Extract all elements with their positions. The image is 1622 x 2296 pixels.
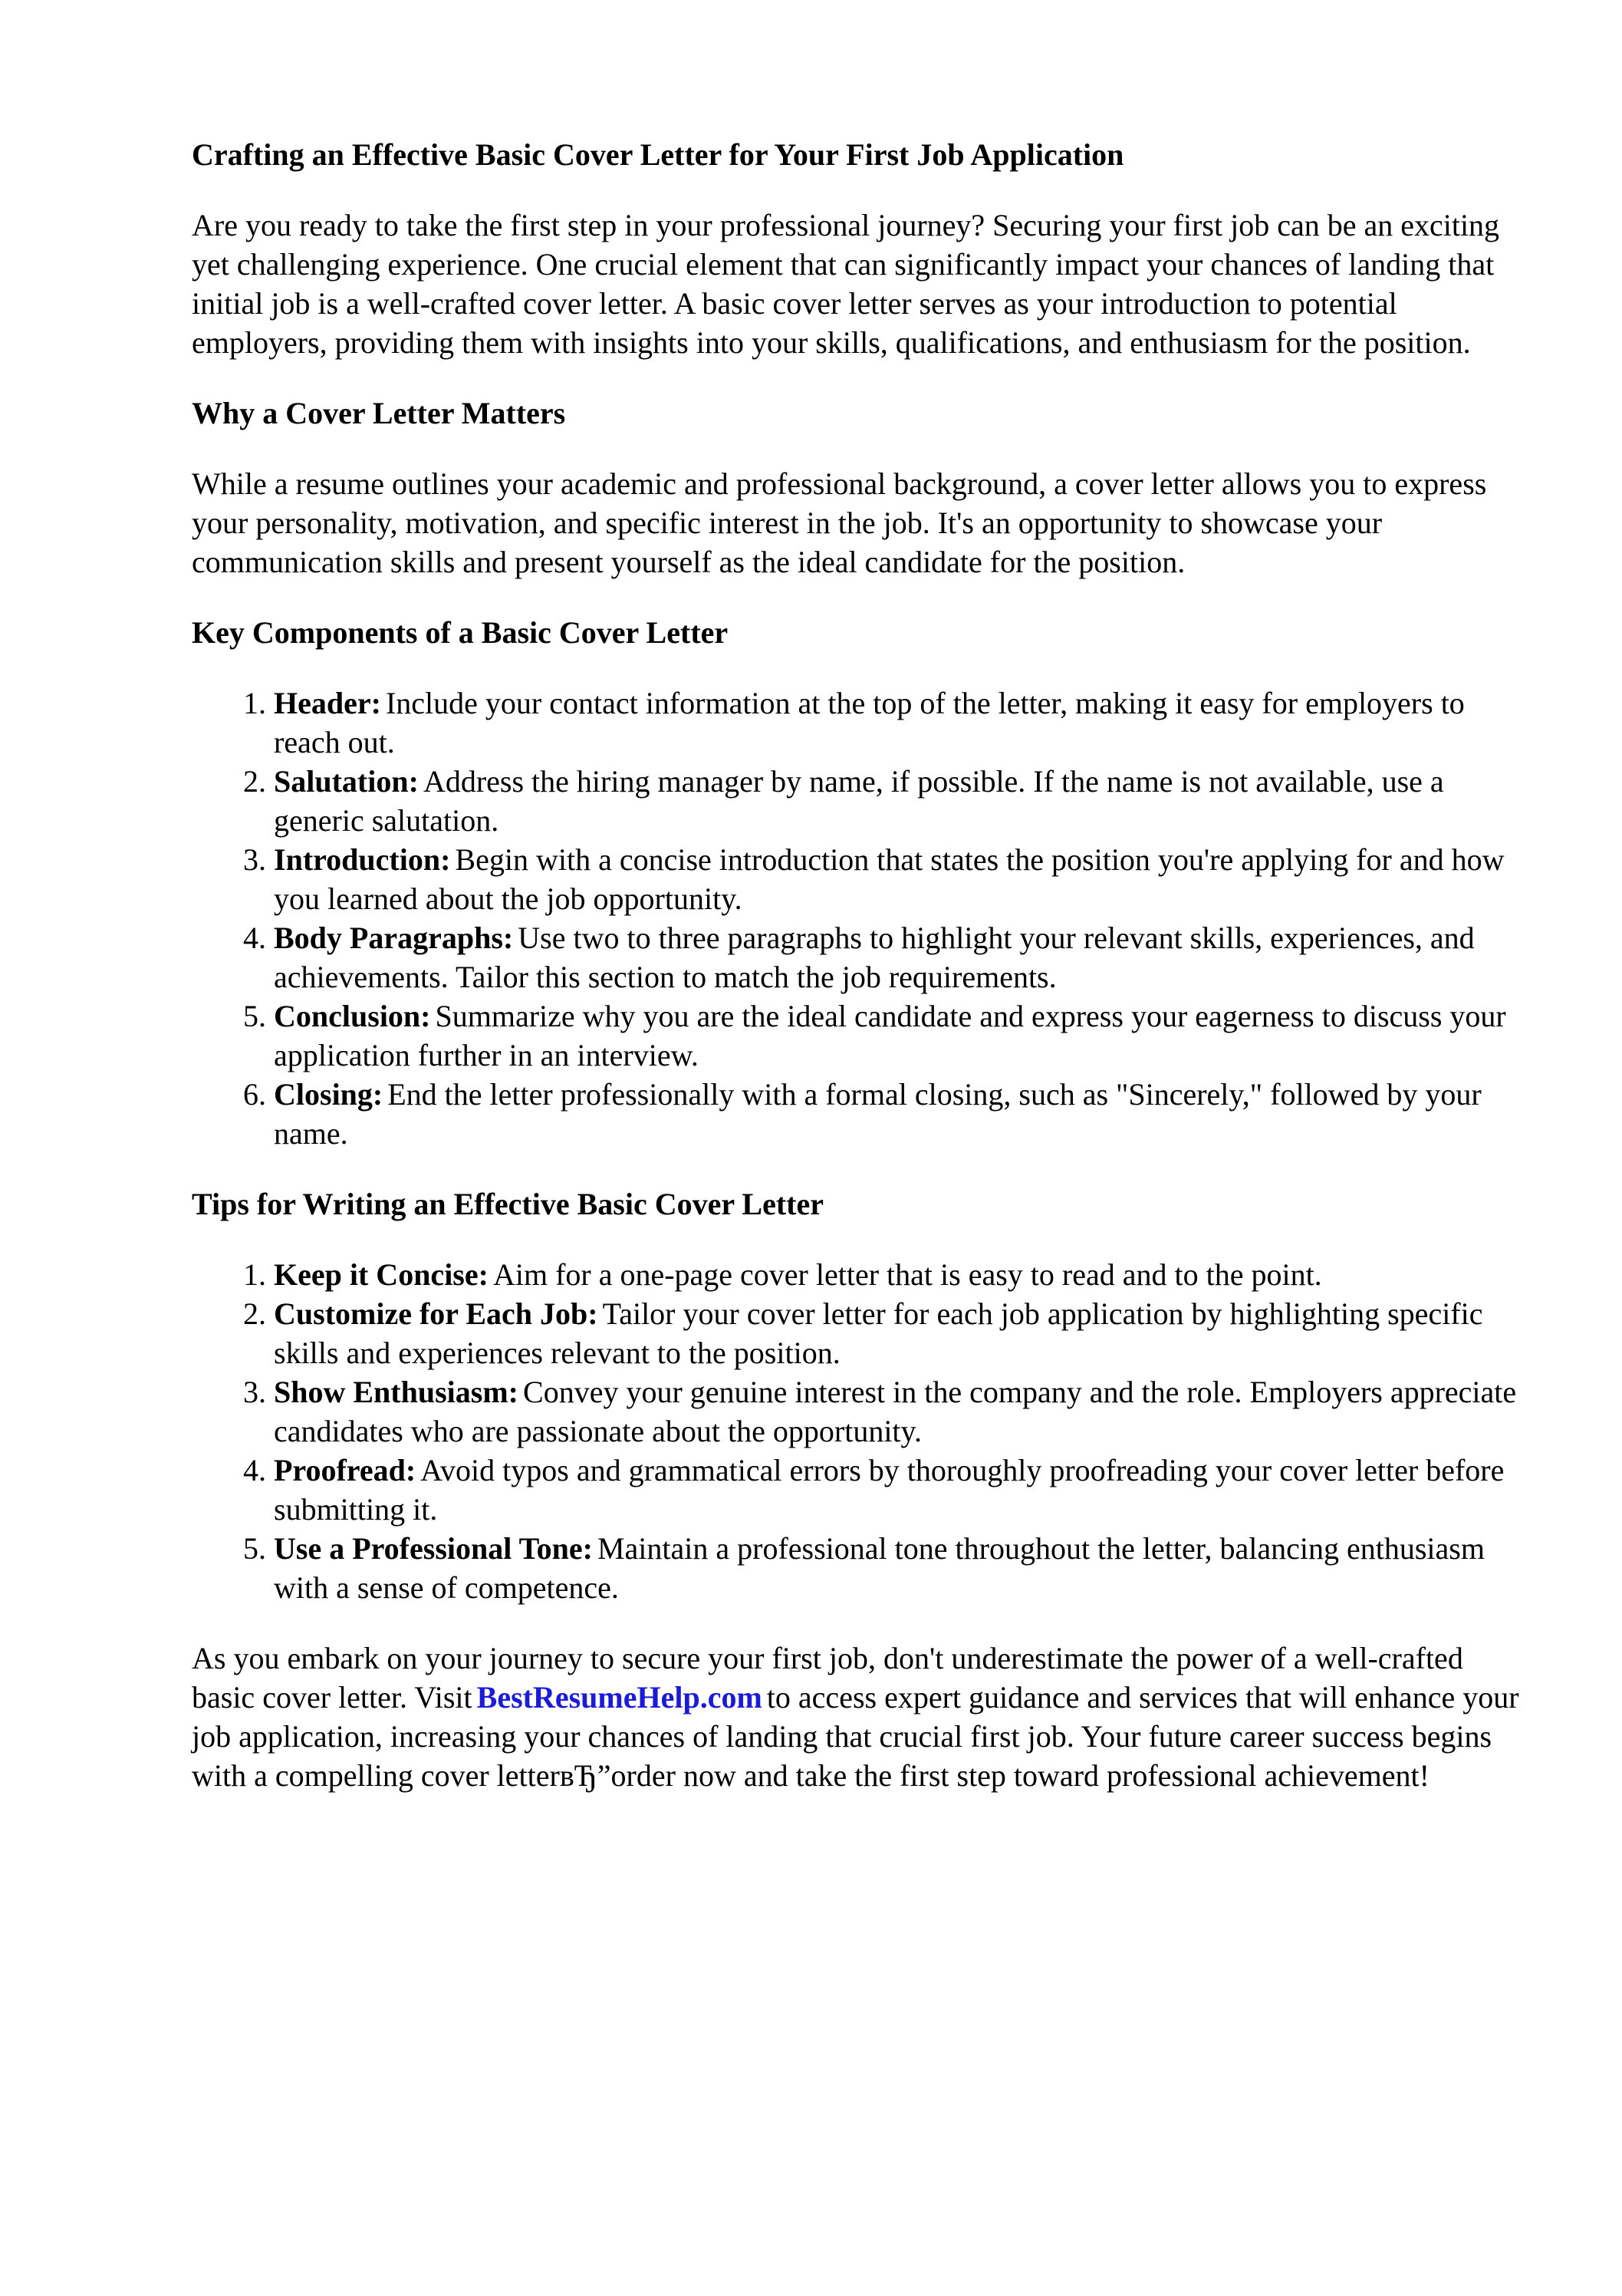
list-item-term: Body Paragraphs: (274, 921, 514, 955)
document-title: Crafting an Effective Basic Cover Letter for Your First Job Application (192, 137, 1124, 172)
list-item-text: Address the hiring manager by name, if possible. If the name is not available, use a generic salutation. (274, 764, 1444, 838)
list-item (274, 762, 1526, 840)
list-item-text: Include your contact information at the top of the letter, making it easy for employers to reach out. (274, 686, 1465, 759)
list-item-term: Keep it Concise: (274, 1257, 489, 1292)
why-paragraph: While a resume outlines your academic and professional background, a cover letter allows you to express your personality, motivation, and specific interest in the job. It's an opportunity to showcase your communication skills and present yourself as the ideal candidate for the position. (192, 466, 1487, 579)
document-page (192, 135, 1526, 1827)
list-item-text: Summarize why you are the ideal candidate and express your eagerness to discuss your application further in an interview. (274, 999, 1506, 1072)
list-item-term: Header: (274, 686, 381, 720)
list-item-term: Proofread: (274, 1453, 416, 1487)
list-item-text: Begin with a concise introduction that states the position you're applying for and how you learned about the job opportunity. (274, 842, 1505, 916)
components-list (192, 684, 1526, 1153)
components-heading: Key Components of a Basic Cover Letter (192, 615, 729, 650)
list-item (274, 684, 1526, 762)
list-item (274, 840, 1526, 918)
list-item-term: Salutation: (274, 764, 419, 799)
closing-text-after: to access expert guidance and services that will enhance your job application, increasing your chances of landing that crucial first job. Your future career success begins with a compelling cover letterвЂ”order now and take the first step toward professional achievement! (192, 1680, 1519, 1793)
list-item-term: Introduction: (274, 842, 451, 877)
list-item-text: Convey your genuine interest in the company and the role. Employers appreciate candidates who are passionate about the opportunity. (274, 1375, 1517, 1448)
list-item-text: Tailor your cover letter for each job application by highlighting specific skills and experiences relevant to the position. (274, 1296, 1483, 1370)
list-item (274, 1529, 1526, 1607)
list-item-text: Use two to three paragraphs to highlight your relevant skills, experiences, and achievements. Tailor this section to match the job requirements. (274, 921, 1475, 994)
list-item-term: Use a Professional Tone: (274, 1531, 593, 1566)
list-item (274, 1255, 1526, 1294)
list-item (274, 1075, 1526, 1153)
list-item (274, 1294, 1526, 1372)
list-item (274, 1372, 1526, 1451)
bestresumehelp-link[interactable]: BestResumeHelp.com (476, 1680, 762, 1715)
list-item-text: Aim for a one-page cover letter that is easy to read and to the point. (492, 1257, 1322, 1292)
list-item-text: Avoid typos and grammatical errors by thoroughly proofreading your cover letter before submitting it. (274, 1453, 1505, 1527)
list-item-term: Show Enthusiasm: (274, 1375, 519, 1409)
list-item-term: Conclusion: (274, 999, 431, 1033)
intro-paragraph: Are you ready to take the first step in your professional journey? Securing your first job can be an exciting yet challenging experience. One crucial element that can significantly impact your chances of landing that initial job is a well-crafted cover letter. A basic cover letter serves as your introduction to potential employers, providing them with insights into your skills, qualifications, and enthusiasm for the position. (192, 208, 1500, 360)
list-item-term: Customize for Each Job: (274, 1296, 598, 1331)
list-item (274, 996, 1526, 1075)
list-item-term: Closing: (274, 1077, 383, 1112)
tips-list (192, 1255, 1526, 1607)
tips-heading: Tips for Writing an Effective Basic Cover Letter (192, 1187, 824, 1221)
why-heading: Why a Cover Letter Matters (192, 396, 566, 430)
list-item-text: Maintain a professional tone throughout the letter, balancing enthusiasm with a sense of competence. (274, 1531, 1485, 1605)
list-item-text: End the letter professionally with a formal closing, such as "Sincerely," followed by your name. (274, 1077, 1482, 1151)
list-item (274, 1451, 1526, 1529)
list-item (274, 918, 1526, 996)
closing-paragraph (192, 1639, 1526, 1795)
closing-text-before: As you embark on your journey to secure your first job, don't underestimate the power of a well-crafted basic cover letter. Visit (192, 1641, 1463, 1715)
